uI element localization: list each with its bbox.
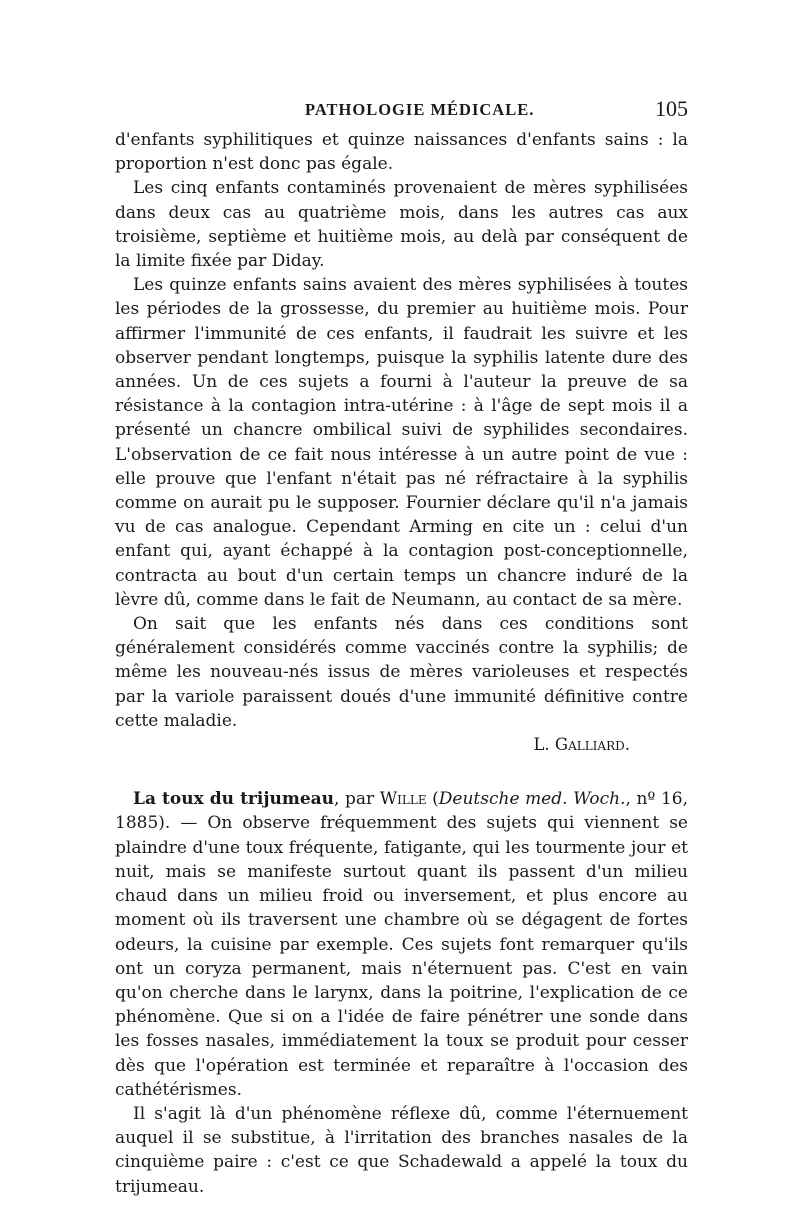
- page-number: 105: [655, 96, 688, 121]
- article1-signature: L. Galliard.: [533, 735, 630, 755]
- article2-title: La toux du trijumeau: [133, 789, 335, 810]
- page-header: [115, 96, 688, 124]
- running-title: PATHOLOGIE MÉDICALE.: [305, 100, 535, 119]
- article1-paragraph-2: Les cinq enfants contaminés provenaient de mères syphilisées dans deux cas au quatrième mois, dans les autres cas aux troisième, septième et huitième mois, au delà par conséquent de la limite fixée par Diday.: [115, 178, 688, 272]
- article2-author: Wille: [379, 789, 427, 810]
- section-gap: [115, 757, 688, 787]
- article2-journal: Deutsche med. Woch.: [438, 789, 626, 810]
- article2-by: , par: [334, 789, 380, 810]
- article1-paragraph-3: Les quinze enfants sains avaient des mères syphilisées à toutes les périodes de la grossesse, du premier au huitième mois. Pour affirmer l'immunité de ces enfants, il faudrait les suivre et les observer pendant longtemps, puisque la syphilis latente dure des années. Un de ces sujets a fourni à l'auteur la preuve de sa résistance à la contagion intra-utérine : à l'âge de sept mois il a présenté un chancre ombilical suivi de syphilides secondaires. L'observation de ce fait nous intéresse à un autre point de vue : elle prouve que l'enfant n'était pas né réfractaire à la syphilis comme on aurait pu le supposer. Fournier déclare qu'il n'a jamais vu de cas analogue. Cependant Arming en cite un : celui d'un enfant qui, ayant échappé à la contagion post-conceptionnelle, contracta au bout d'un certain temps un chancre induré de la lèvre dû, comme dans le fait de Neumann, au contact de sa mère.: [115, 275, 688, 610]
- article1-paragraph-1: d'enfants syphilitiques et quinze naissances d'enfants sains : la proportion n'est donc pas égale.: [115, 130, 688, 175]
- article2-issue: , nº 16, 1885).: [115, 789, 688, 834]
- article2-paragraph-1: [115, 787, 688, 1102]
- article2-open-paren: (: [426, 789, 439, 810]
- article2-body-1: — On observe fréquemment des sujets qui viennent se plaindre d'une toux fréquente, fatigante, qui les tourmente jour et nuit, mais se manifeste surtout quant ils passent d'un milieu chaud dans un milieu froid ou inversement, et plus encore au moment où ils traversent une chambre où se dégagent de fortes odeurs, la cuisine par exemple. Ces sujets font remarquer qu'ils ont un coryza permanent, mais n'éternuent pas. C'est en vain qu'on cherche dans le larynx, dans la poitrine, l'explication de ce phénomène. Que si on a l'idée de faire pénétrer une sonde dans les fosses nasales, immédiatement la toux se produit pour cesser dès que l'opération est terminée et reparaître à l'occasion des cathétérismes.: [115, 813, 688, 1100]
- body-text: [115, 128, 688, 1199]
- article2-paragraph-2: Il s'agit là d'un phénomène réflexe dû, comme l'éternuement auquel il se substitue, à l'irritation des branches nasales de la cinquième paire : c'est ce que Schadewald a appelé la toux du trijumeau.: [115, 1103, 688, 1197]
- article1-paragraph-4: On sait que les enfants nés dans ces conditions sont généralement considérés comme vaccinés contre la syphilis; de même les nouveau-nés issus de mères varioleuses et respectés par la variole paraissent doués d'une immunité définitive contre cette maladie.: [115, 614, 688, 731]
